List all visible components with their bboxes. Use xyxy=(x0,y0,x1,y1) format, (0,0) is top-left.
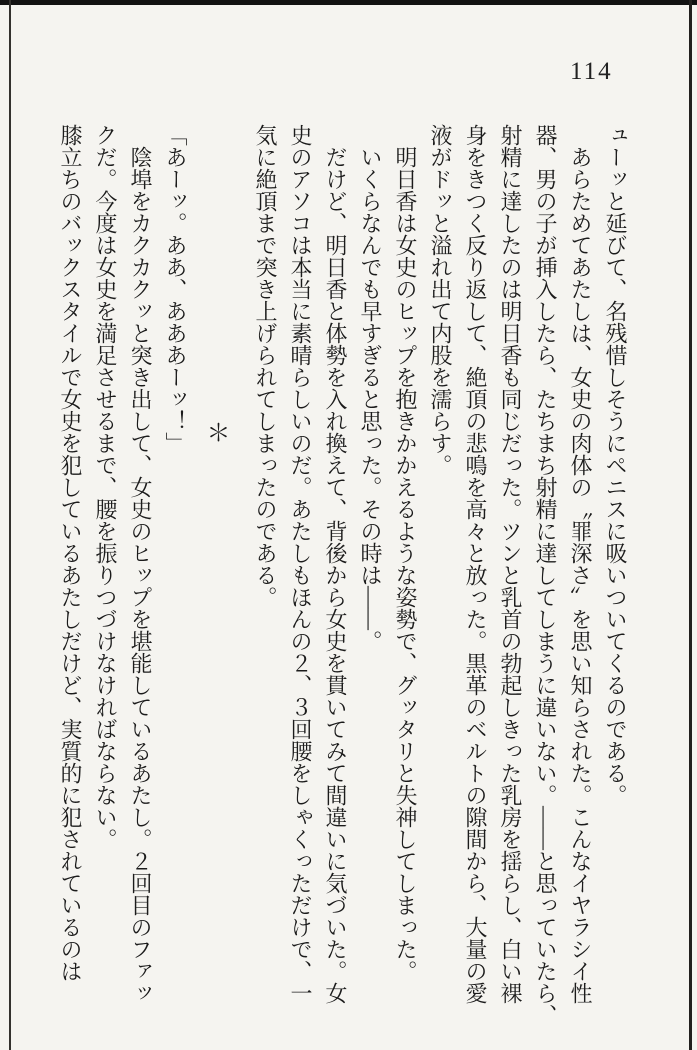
page-border-right xyxy=(689,0,692,1050)
text-column: いくらなんでも早すぎると思った。その時は――。 xyxy=(358,124,383,652)
vertical-text-block xyxy=(33,124,633,1026)
text-column: 気に絶頂まで突き上げられてしまったのである。 xyxy=(253,124,278,608)
text-column: だけど、明日香と体勢を入れ換えて、背後から女史を貫いてみて間違いに気づいた。女 xyxy=(323,124,348,1004)
page-border-top xyxy=(0,0,697,5)
text-column: 陰埠をカクカクッと突き出して、女史のヒップを堪能しているあたし。２回目のファッ xyxy=(128,124,153,1004)
text-column: ューッと延びて、名残惜しそうにペニスに吸いついてくるのである。 xyxy=(603,124,628,806)
text-column: 「あーッ。ああ、あああーッ！」 xyxy=(163,124,188,454)
text-column: 膝立ちのバックスタイルで女史を犯しているあたしだけど、実質的に犯されているのは xyxy=(58,124,83,982)
page-border-left xyxy=(9,0,11,1050)
section-separator: ＊ xyxy=(202,420,228,444)
text-column: 液がドッと溢れ出て内股を濡らす。 xyxy=(428,124,453,476)
text-column: あらためてあたしは、女史の肉体の〝罪深さ〟を思い知らされた。こんなイヤラシイ性 xyxy=(568,124,593,1004)
text-column: 器、男の子が挿入したら、たちまち射精に達してしまうに違いない。――と思っていたら、 xyxy=(533,124,558,1026)
text-column: 身をきつく反り返して、絶頂の悲鳴を高々と放った。黒革のベルトの隙間から、大量の愛 xyxy=(463,124,488,1004)
text-column: クだ。今度は女史を満足させるまで、腰を振りつづけなければならない。 xyxy=(93,124,118,850)
text-column: 史のアソコは本当に素晴らしいのだ。あたしもほんの２、３回腰をしゃくっただけで、一 xyxy=(288,124,313,1004)
page-number: 114 xyxy=(570,58,613,85)
text-column: 明日香は女史のヒップを抱きかかえるような姿勢で、グッタリと失神してしまった。 xyxy=(393,124,418,982)
text-column: 射精に達したのは明日香も同じだった。ツンと乳首の勃起しきった乳房を揺らし、白い裸 xyxy=(498,124,523,1004)
